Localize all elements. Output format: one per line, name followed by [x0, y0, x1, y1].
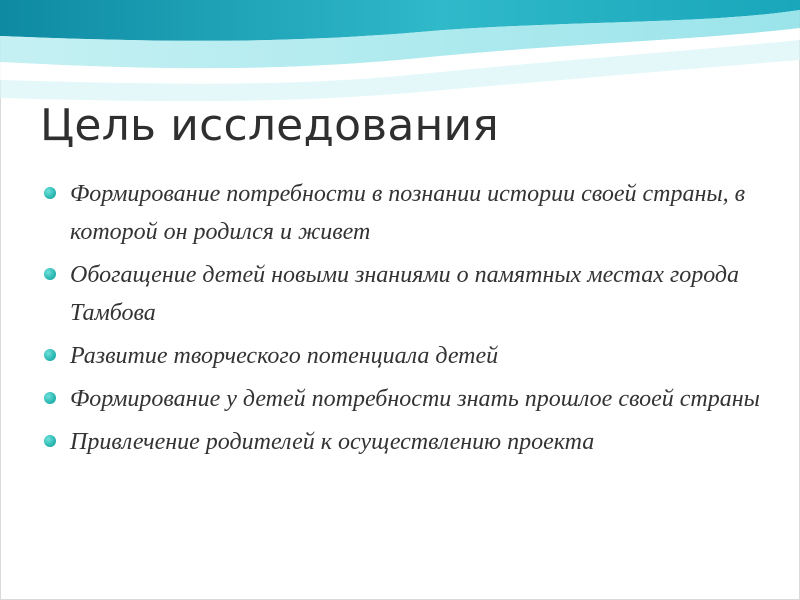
- bullet-dot-icon: [44, 187, 56, 199]
- bullet-item: [42, 337, 772, 375]
- bullet-item: [42, 423, 772, 461]
- bullet-dot-icon: [44, 268, 56, 280]
- bullet-text: Формирование у детей потребности знать прошлое своей страны: [70, 386, 760, 412]
- bullet-list: [42, 175, 772, 466]
- bullet-dot-icon: [44, 435, 56, 447]
- bullet-text: Обогащение детей новыми знаниями о памятных местах города Тамбова: [70, 262, 740, 326]
- bullet-text: Формирование потребности в познании истории своей страны, в которой он родился и живет: [70, 181, 746, 245]
- slide-title: Цель исследования: [40, 100, 499, 151]
- bullet-item: [42, 380, 772, 418]
- bullet-item: [42, 175, 772, 251]
- header-wave-decoration: [0, 0, 800, 110]
- bullet-text: Развитие творческого потенциала детей: [70, 343, 499, 369]
- bullet-item: [42, 256, 772, 332]
- bullet-text: Привлечение родителей к осуществлению проекта: [70, 429, 595, 455]
- bullet-dot-icon: [44, 392, 56, 404]
- bullet-dot-icon: [44, 349, 56, 361]
